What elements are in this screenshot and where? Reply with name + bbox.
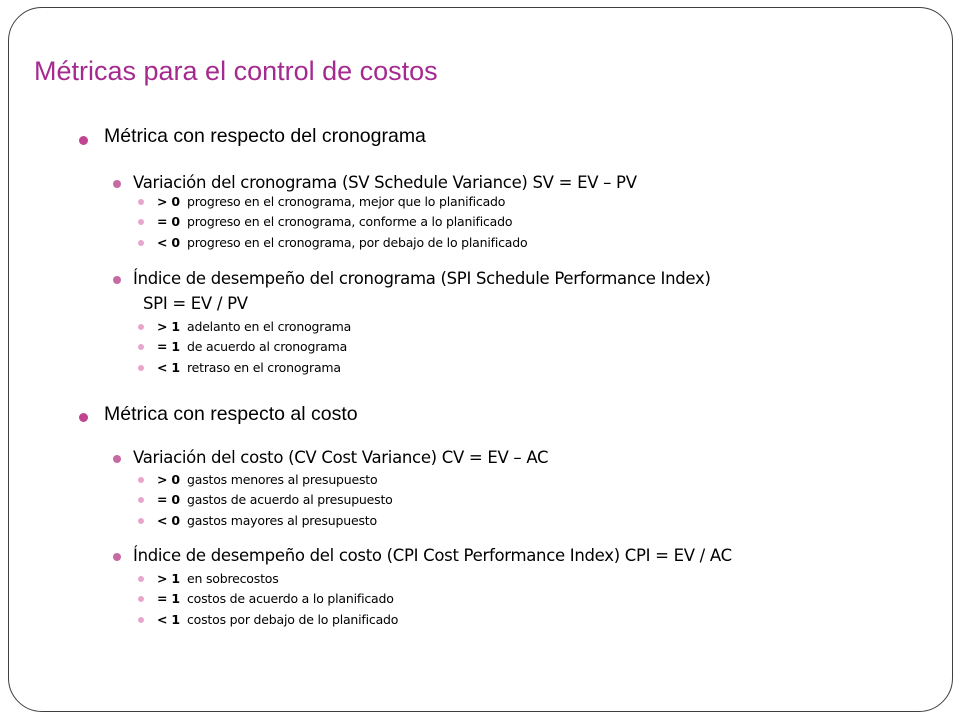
cpi-item-operator: > 1 [157,571,180,586]
slide-frame [8,7,953,712]
bullet-level2 [113,455,121,463]
cv-item-operator: > 0 [157,472,180,487]
spi-item-operator: > 1 [157,319,180,334]
spi-item [157,360,341,375]
cv-item-operator: < 0 [157,513,180,528]
sv-item-description: progreso en el cronograma, mejor que lo planificado [187,194,506,209]
bullet-level3 [138,365,144,371]
bullet-level3 [138,324,144,330]
spi-item-description: de acuerdo al cronograma [187,339,348,354]
cv-item-description: gastos mayores al presupuesto [187,513,377,528]
cpi-item-description: costos por debajo de lo planificado [187,612,399,627]
cv-item-operator: = 0 [157,492,180,507]
bullet-level1 [79,413,88,422]
cpi-item-description: en sobrecostos [187,571,279,586]
cpi-definition: Índice de desempeño del costo (CPI Cost Performance Index) CPI = EV / AC [133,546,732,565]
cpi-item-operator: < 1 [157,612,180,627]
cpi-item [157,612,398,627]
bullet-level3 [138,596,144,602]
cv-item [157,513,377,528]
spi-item [157,319,351,334]
cv-item-description: gastos menores al presupuesto [187,472,378,487]
bullet-level3 [138,199,144,205]
bullet-level2 [113,553,121,561]
cv-item [157,492,393,507]
sv-definition: Variación del cronograma (SV Schedule Variance) SV = EV – PV [133,173,637,192]
spi-item-operator: < 1 [157,360,180,375]
spi-item [157,339,347,354]
bullet-level3 [138,344,144,350]
sv-item [157,194,505,209]
sv-item-operator: = 0 [157,214,180,229]
spi-formula: SPI = EV / PV [143,294,248,313]
cv-item [157,472,377,487]
cv-definition: Variación del costo (CV Cost Variance) CV = EV – AC [133,448,549,467]
section-heading-cost: Métrica con respecto al costo [104,403,358,425]
spi-item-description: adelanto en el cronograma [187,319,352,334]
bullet-level3 [138,497,144,503]
bullet-level3 [138,477,144,483]
cpi-item [157,591,394,606]
bullet-level3 [138,518,144,524]
section-heading-schedule: Métrica con respecto del cronograma [104,125,426,147]
sv-item-operator: < 0 [157,235,180,250]
cpi-item-description: costos de acuerdo a lo planificado [187,591,394,606]
spi-item-operator: = 1 [157,339,180,354]
sv-item [157,214,512,229]
bullet-level2 [113,180,121,188]
bullet-level3 [138,617,144,623]
sv-item-description: progreso en el cronograma, conforme a lo planificado [187,214,513,229]
cv-item-description: gastos de acuerdo al presupuesto [187,492,393,507]
bullet-level3 [138,576,144,582]
spi-definition: Índice de desempeño del cronograma (SPI Schedule Performance Index) [133,269,711,288]
bullet-level2 [113,276,121,284]
bullet-level3 [138,240,144,246]
cpi-item [157,571,279,586]
sv-item [157,235,527,250]
sv-item-operator: > 0 [157,194,180,209]
spi-item-description: retraso en el cronograma [187,360,341,375]
sv-item-description: progreso en el cronograma, por debajo de lo planificado [187,235,528,250]
bullet-level1 [79,136,88,145]
cpi-item-operator: = 1 [157,591,180,606]
bullet-level3 [138,219,144,225]
slide-title: Métricas para el control de costos [34,56,438,86]
